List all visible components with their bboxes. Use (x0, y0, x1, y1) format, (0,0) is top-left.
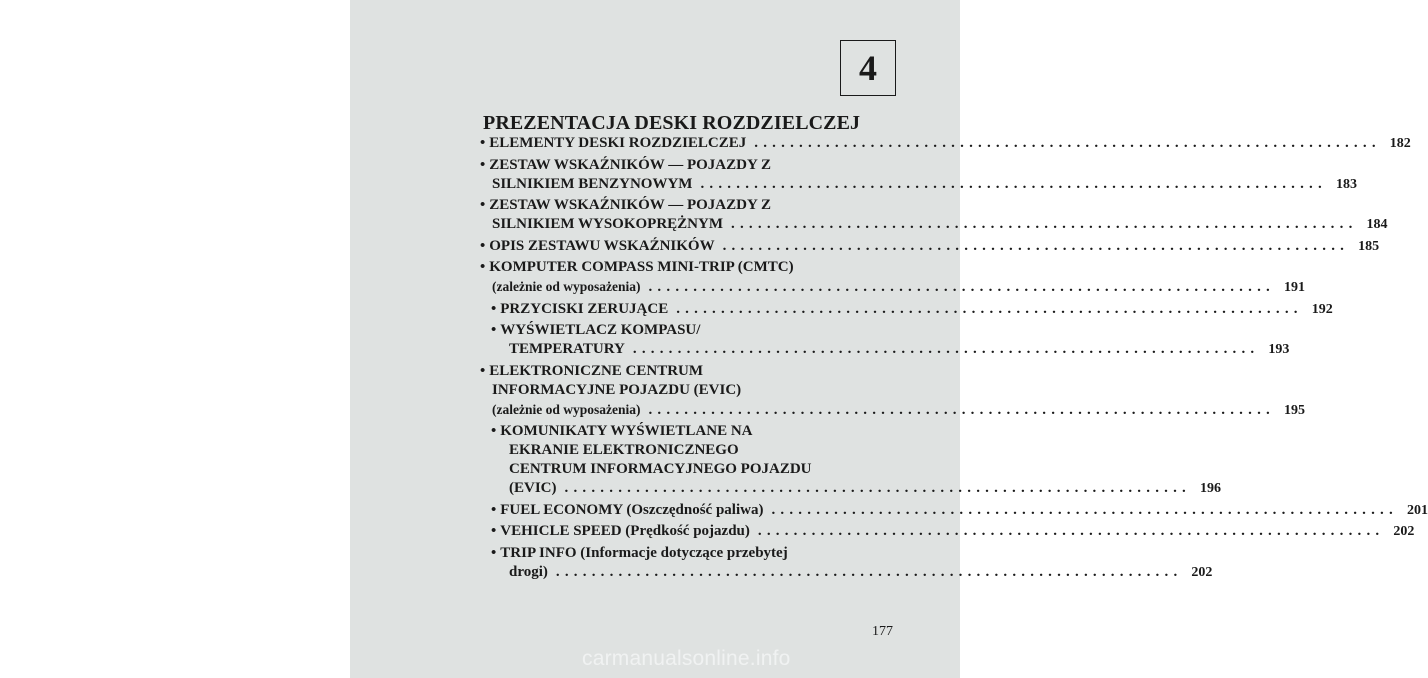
toc-subentry[interactable] (480, 522, 1415, 541)
toc-subentry[interactable] (480, 321, 1290, 359)
toc-entry-title-cont: SILNIKIEM WYSOKOPRĘŻNYM (492, 216, 724, 232)
toc-subentry[interactable] (480, 501, 1428, 520)
toc-page-ref: 185 (1358, 238, 1380, 254)
watermark-text: carmanualsonline.info (582, 647, 791, 670)
toc-entry-title-cont: CENTRUM INFORMACYJNEGO POJAZDU (509, 461, 812, 477)
bullet: • (480, 237, 486, 254)
chapter-number: 4 (859, 48, 877, 88)
toc-page-ref: 183 (1335, 176, 1357, 192)
toc-page-ref: 182 (1389, 136, 1411, 151)
toc-entry-title: PRZYCISKI ZERUJĄCE (500, 300, 669, 317)
dot-leader: ...................................................................... (632, 341, 1260, 357)
toc-entry-title-cont: SILNIKIEM BENZYNOWYM (492, 175, 693, 192)
bullet: • (491, 300, 497, 317)
toc-entry-title: TRIP INFO (Informacje dotyczące przebytej (500, 544, 788, 561)
dot-leader: ...................................................................... (754, 135, 1381, 151)
toc-page-ref: 191 (1283, 280, 1305, 295)
toc-page-ref: 193 (1268, 342, 1290, 357)
toc-entry-title: ZESTAW WSKAŹNIKÓW — POJAZDY Z (489, 197, 771, 213)
toc-entry-title: OPIS ZESTAWU WSKAŹNIKÓW (489, 237, 715, 254)
bullet: • (480, 135, 486, 151)
table-of-contents (480, 134, 1428, 584)
toc-page-ref: 202 (1393, 524, 1415, 539)
dot-leader: ...................................................................... (722, 237, 1350, 254)
bullet: • (491, 501, 497, 518)
toc-entry-title: KOMPUTER COMPASS MINI-TRIP (CMTC) (489, 259, 794, 275)
toc-page-ref: 195 (1283, 402, 1305, 418)
toc-entry-title-cont: EKRANIE ELEKTRONICZNEGO (509, 442, 739, 458)
dot-leader: ...................................................................... (555, 563, 1183, 580)
toc-entry-title: ELEMENTY DESKI ROZDZIELCZEJ (489, 135, 747, 151)
toc-entry-title: VEHICLE SPEED (Prędkość pojazdu) (500, 523, 750, 539)
toc-entry[interactable] (480, 156, 1357, 194)
bullet: • (491, 523, 497, 539)
dot-leader: ...................................................................... (757, 523, 1385, 539)
bullet: • (491, 322, 497, 338)
dot-leader: ...................................................................... (731, 216, 1358, 232)
toc-page-ref: 184 (1366, 217, 1388, 232)
manual-page (350, 0, 1428, 678)
toc-entry-title: WYŚWIETLACZ KOMPASU/ (500, 322, 701, 338)
dot-leader: ...................................................................... (564, 480, 1191, 496)
toc-subentry[interactable] (480, 422, 1221, 498)
dot-leader: ...................................................................... (648, 279, 1275, 295)
chapter-number-box (840, 40, 896, 96)
toc-entry-title: FUEL ECONOMY (Oszczędność paliwa) (500, 501, 764, 518)
toc-page-ref: 196 (1200, 481, 1221, 496)
toc-entry-title: ZESTAW WSKAŹNIKÓW — POJAZDY Z (489, 156, 771, 173)
dot-leader: ...................................................................... (676, 300, 1303, 317)
dot-leader: ...................................................................... (771, 501, 1398, 518)
section-title: PREZENTACJA DESKI ROZDZIELCZEJ (483, 112, 861, 134)
toc-entry[interactable] (480, 258, 1305, 297)
blank-left-margin (0, 0, 350, 678)
toc-entry-title: ELEKTRONICZNE CENTRUM (489, 362, 704, 379)
toc-entry[interactable] (480, 134, 1411, 153)
bullet: • (480, 362, 486, 379)
toc-subentry[interactable] (480, 544, 1213, 582)
toc-entry-title: KOMUNIKATY WYŚWIETLANE NA (500, 423, 753, 439)
toc-entry-title-cont: (zależnie od wyposażenia) (492, 279, 641, 294)
toc-page-ref: 201 (1406, 502, 1428, 518)
bullet: • (480, 156, 486, 173)
toc-entry-title-cont: drogi) (509, 563, 548, 580)
bullet: • (491, 544, 497, 561)
toc-entry-title-cont: (zależnie od wyposażenia) (492, 401, 641, 417)
dot-leader: ...................................................................... (700, 175, 1327, 192)
toc-entry-title-cont: (EVIC) (509, 480, 557, 496)
toc-entry[interactable] (480, 196, 1388, 234)
toc-entry-title-cont: TEMPERATURY (509, 341, 625, 357)
dot-leader: ...................................................................... (648, 401, 1275, 418)
toc-entry[interactable] (480, 237, 1380, 256)
toc-page-ref: 202 (1191, 564, 1213, 580)
toc-subentry[interactable] (480, 300, 1333, 319)
bullet: • (491, 423, 497, 439)
bullet: • (480, 197, 486, 213)
toc-entry[interactable] (480, 362, 1305, 420)
bullet: • (480, 259, 486, 275)
toc-entry-title-cont: INFORMACYJNE POJAZDU (EVIC) (492, 381, 742, 398)
toc-page-ref: 192 (1311, 301, 1333, 317)
page-number: 177 (872, 624, 893, 639)
